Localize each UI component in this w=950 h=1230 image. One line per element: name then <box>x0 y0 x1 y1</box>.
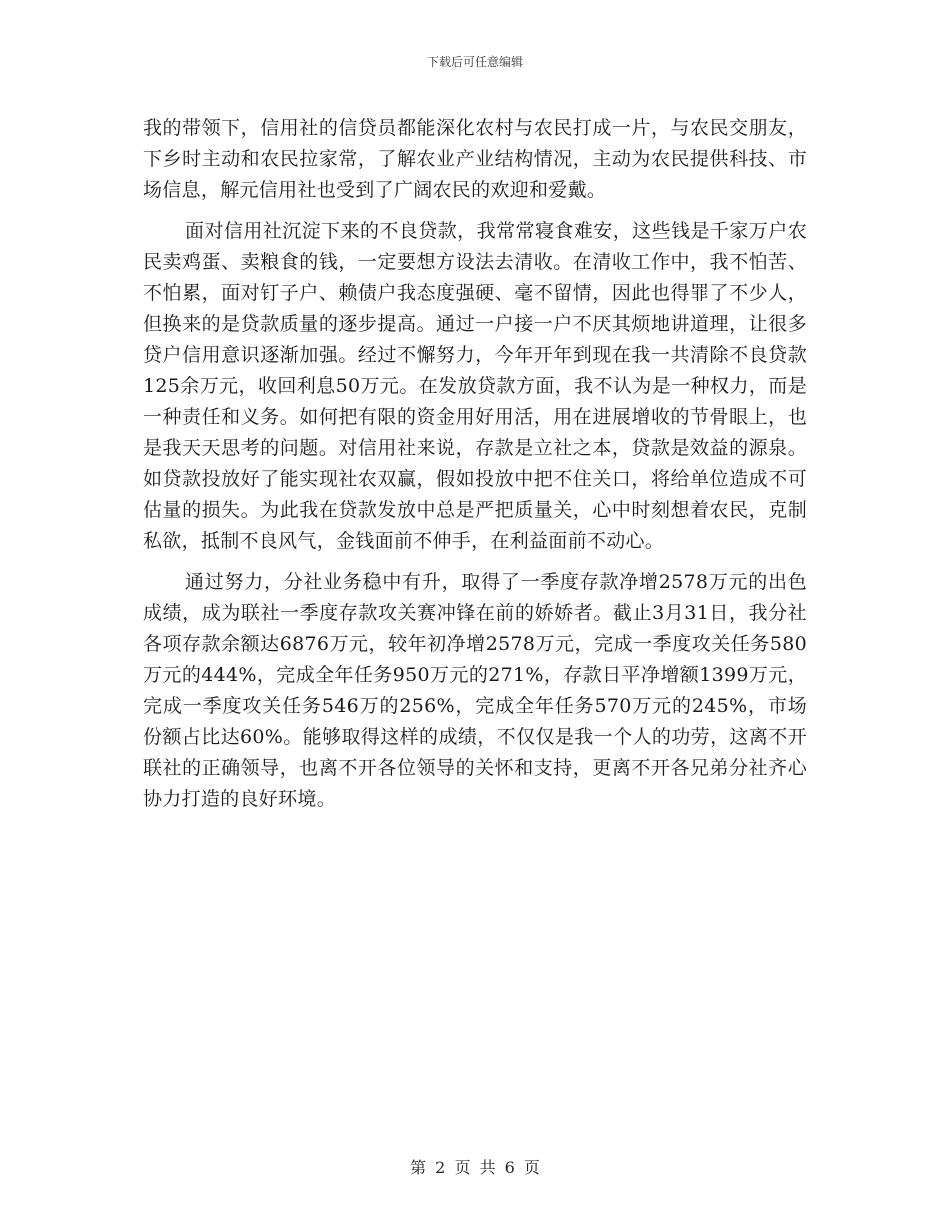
paragraph-2: 面对信用社沉淀下来的不良贷款，我常常寝食难安，这些钱是千家万户农民卖鸡蛋、卖粮食的钱，一定要想方设法去清收。在清收工作中，我不怕苦、不怕累，面对钉子户、赖债户我态度强硬、毫不留情，因此也得罪了不少人，但换来的是贷款质量的逐步提高。通过一户接一户不厌其烦地讲道理，让很多贷户信用意识逐渐加强。经过不懈努力，今年开年到现在我一共清除不良贷款125余万元，收回利息50万元。在发放贷款方面，我不认为是一种权力，而是一种责任和义务。如何把有限的资金用好用活，用在进展增收的节骨眼上，也是我天天思考的问题。对信用社来说，存款是立社之本，贷款是效益的源泉。如贷款投放好了能实现社农双赢，假如投放中把不住关口，将给单位造成不可估量的损失。为此我在贷款发放中总是严把质量关，心中时刻想着农民，克制私欲，抵制不良风气，金钱面前不伸手，在利益面前不动心。 <box>143 220 807 552</box>
page-number: 第 2 页 共 6 页 <box>410 1158 540 1177</box>
paragraph-1: 我的带领下，信用社的信贷员都能深化农村与农民打成一片，与农民交朋友，下乡时主动和农民拉家常，了解农业产业结构情况，主动为农民提供科技、市场信息，解元信用社也受到了广阔农民的欢迎和爱戴。 <box>143 117 807 201</box>
paragraph-3: 通过努力，分社业务稳中有升，取得了一季度存款净增2578万元的出色成绩，成为联社一季度存款攻关赛冲锋在前的娇娇者。截止3月31日，我分社各项存款余额达6876万元，较年初净增2578万元，完成一季度攻关任务580万元的444%，完成全年任务950万元的271%，存款日平净增额1399万元，完成一季度攻关任务546万的256%，完成全年任务570万元的245%，市场份额占比达60%。能够取得这样的成绩，不仅仅是我一个人的功劳，这离不开联社的正确领导，也离不开各位领导的关怀和支持，更离不开各兄弟分社齐心协力打造的良好环境。 <box>143 571 807 810</box>
document-body <box>143 113 807 815</box>
page-header-note: 下载后可任意编辑 <box>426 55 523 69</box>
